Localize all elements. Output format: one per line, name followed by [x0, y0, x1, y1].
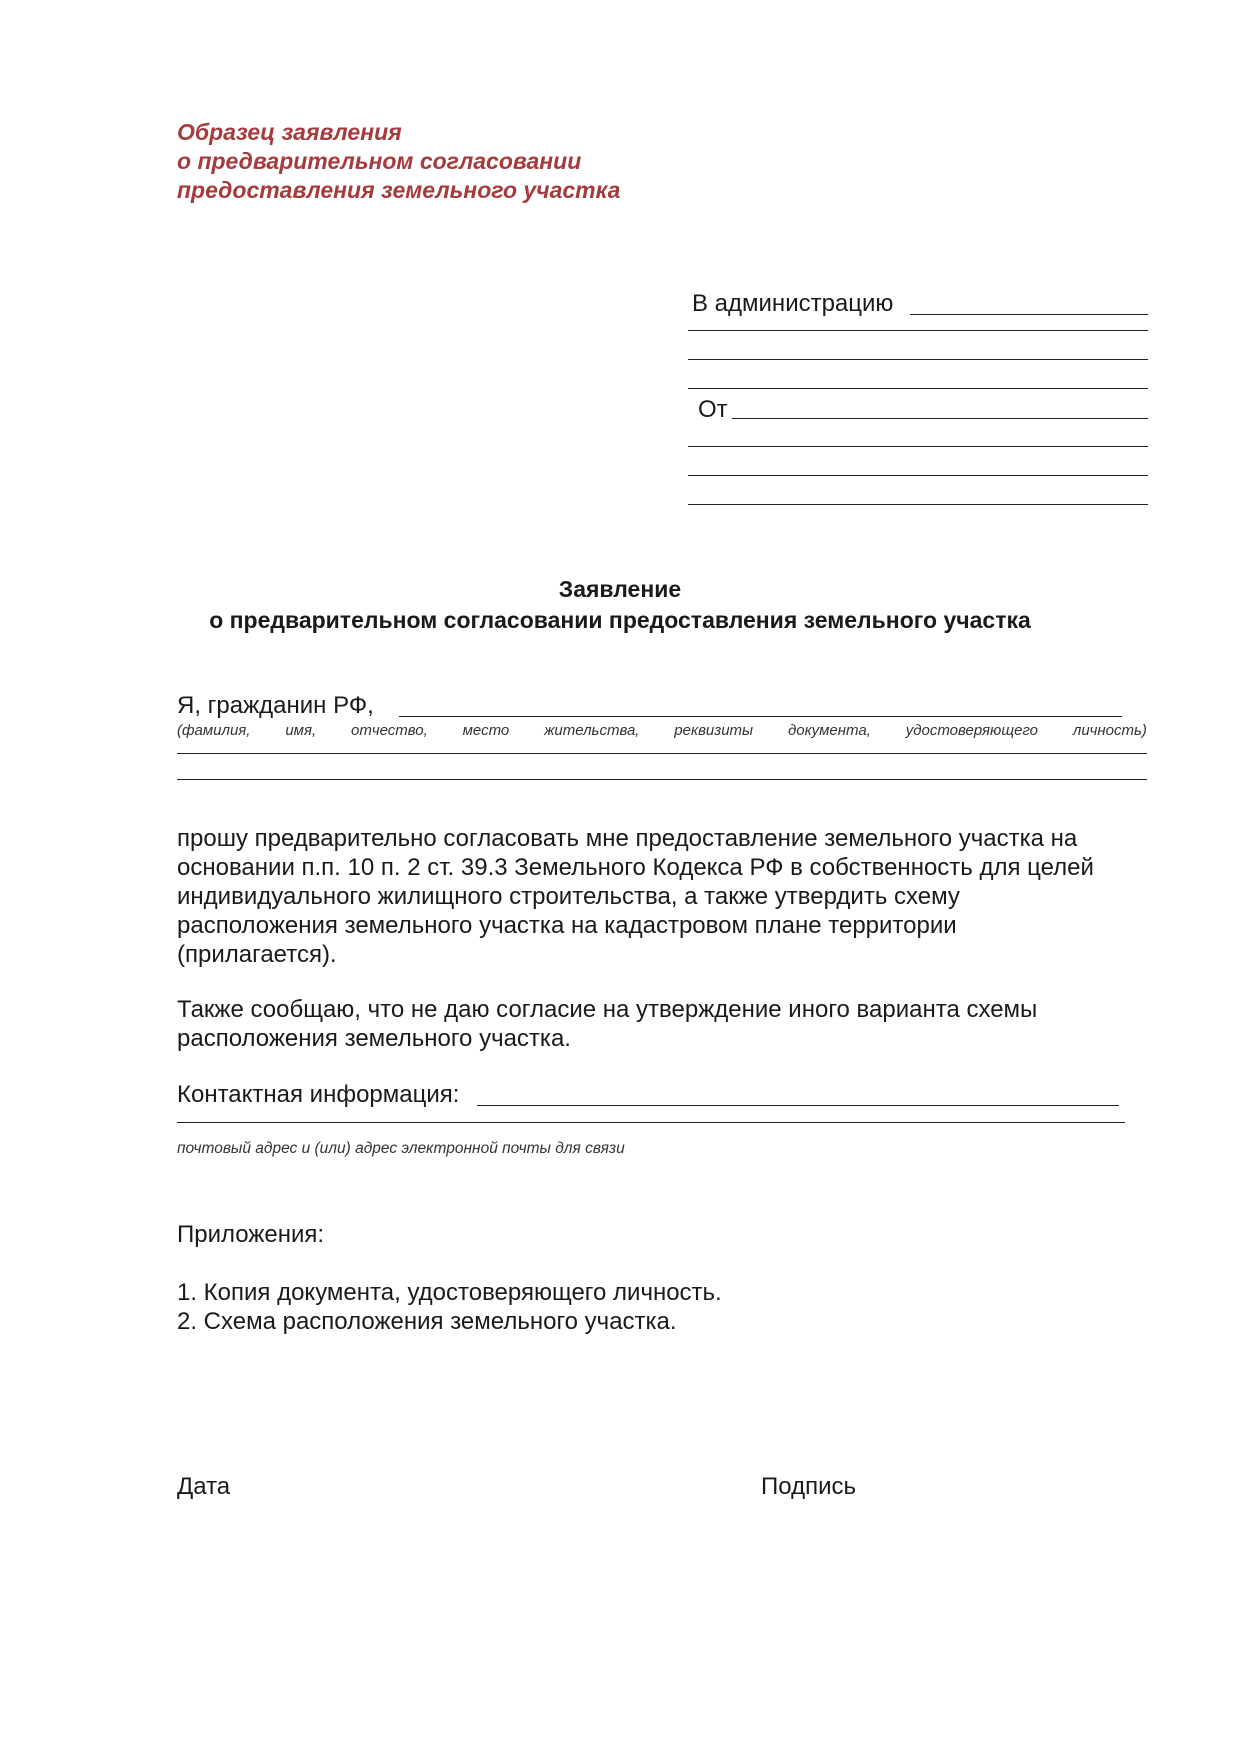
addressee-blank-line-2[interactable]	[688, 359, 1148, 360]
applicant-hint-word: личность)	[1072, 722, 1147, 739]
addressee-to-row	[692, 289, 1148, 318]
contact-hint: почтовый адрес и (или) адрес электронной почты для связи	[177, 1140, 625, 1157]
contact-line-row	[177, 1110, 1147, 1134]
date-label: Дата	[177, 1473, 231, 1500]
addressee-blank-line-4[interactable]	[688, 446, 1148, 447]
applicant-hint-word: удостоверяющего	[905, 722, 1039, 739]
addressee-line-row	[692, 434, 1148, 463]
request-line: расположения земельного участка на кадастровом плане территории	[177, 912, 957, 939]
contact-field[interactable]	[477, 1105, 1119, 1106]
addressee-line-row	[692, 318, 1148, 347]
applicant-line-row	[177, 771, 1147, 801]
sample-title-line-3: предоставления земельного участка	[177, 177, 621, 203]
sample-title	[177, 118, 877, 205]
applicant-blank-line-1[interactable]	[177, 753, 1147, 754]
applicant-intro-row	[177, 691, 1147, 721]
addressee-blank-line-5[interactable]	[688, 475, 1148, 476]
addressee-from-field[interactable]	[732, 418, 1148, 419]
heading-line-2: о предварительном согласовании предоставления земельного участка	[209, 607, 1031, 633]
addressee-blank-line-6[interactable]	[688, 504, 1148, 505]
consent-line: Также сообщаю, что не даю согласие на утверждение иного варианта схемы	[177, 996, 1038, 1023]
applicant-line-row	[177, 741, 1147, 771]
applicant-hint-word: реквизиты	[674, 722, 754, 739]
applicant-hint	[177, 721, 1147, 741]
applicant-hint-word: (фамилия,	[177, 722, 251, 739]
signature-label: Подпись	[761, 1473, 856, 1500]
addressee-line-row	[692, 376, 1148, 405]
addressee-line-row	[692, 463, 1148, 492]
consent-line: расположения земельного участка.	[177, 1025, 571, 1052]
applicant-intro-label: Я, гражданин РФ,	[177, 692, 374, 719]
request-line: основании п.п. 10 п. 2 ст. 39.3 Земельного Кодекса РФ в собственность для целей	[177, 854, 1094, 881]
request-line: (прилагается).	[177, 941, 337, 968]
applicant-name-field[interactable]	[399, 716, 1122, 717]
addressee-from-row	[692, 396, 1148, 434]
applicant-blank-line-2[interactable]	[177, 779, 1147, 780]
sample-title-line-2: о предварительном согласовании	[177, 148, 582, 174]
sample-title-line-1: Образец заявления	[177, 119, 402, 145]
addressee-to-label: В администрацию	[692, 290, 894, 317]
addressee-blank-line-3[interactable]	[688, 388, 1148, 389]
attachments-title: Приложения:	[177, 1221, 325, 1248]
contact-label: Контактная информация:	[177, 1081, 460, 1108]
attachment-item: 1. Копия документа, удостоверяющего личность.	[177, 1279, 722, 1306]
applicant-hint-word: жительства,	[544, 722, 640, 739]
addressee-blank-line-1[interactable]	[688, 330, 1148, 331]
addressee-block	[692, 289, 1148, 521]
addressee-line-row	[692, 347, 1148, 376]
applicant-hint-word: документа,	[787, 722, 871, 739]
request-paragraph	[177, 824, 1147, 969]
addressee-line-row	[692, 492, 1148, 521]
addressee-to-field[interactable]	[910, 314, 1148, 315]
applicant-hint-word: отчество,	[350, 722, 428, 739]
contact-row	[177, 1080, 1147, 1110]
attachment-item: 2. Схема расположения земельного участка.	[177, 1308, 677, 1335]
applicant-hint-word: место	[462, 722, 510, 739]
consent-paragraph	[177, 995, 1147, 1053]
request-line: прошу предварительно согласовать мне предоставление земельного участка на	[177, 825, 1078, 852]
addressee-from-label: От	[698, 396, 728, 423]
applicant-block	[177, 691, 1147, 801]
request-line: индивидуального жилищного строительства, а также утвердить схему	[177, 883, 960, 910]
applicant-hint-word: имя,	[285, 722, 317, 739]
document-heading	[0, 574, 1240, 636]
heading-line-1: Заявление	[558, 576, 682, 602]
contact-block	[177, 1080, 1147, 1163]
contact-blank-line[interactable]	[177, 1122, 1125, 1123]
attachments-list	[177, 1278, 1147, 1336]
